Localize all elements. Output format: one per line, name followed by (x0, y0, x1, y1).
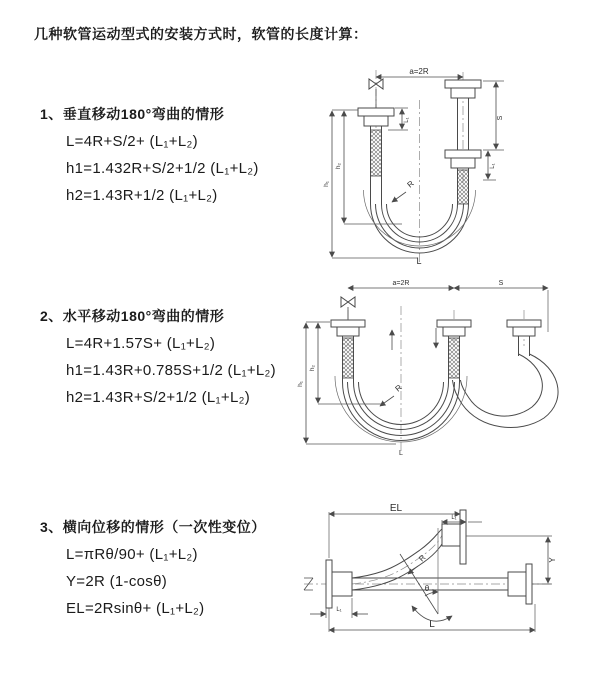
braid-section (371, 130, 382, 176)
label-s: S (497, 115, 504, 121)
page-title: 几种软管运动型式的安装方式时，软管的长度计算： (34, 26, 368, 42)
label-h1: h₁ (323, 181, 330, 187)
section-lateral-displacement (40, 517, 340, 627)
fittings (326, 510, 532, 608)
valve-icon (341, 297, 355, 320)
flange-plate (326, 560, 332, 608)
label-l1-top: L₁ (451, 515, 457, 521)
diagram-horizontal-180-bend (296, 276, 596, 458)
flange-hub (513, 327, 535, 336)
diagram-vertical-180-bend (318, 66, 596, 266)
label-radius: R (393, 382, 404, 394)
flange-plate (445, 80, 481, 88)
radius-leader (392, 192, 406, 202)
label-theta: θ (424, 584, 430, 593)
section-heading: 1、垂直移动180°弯曲的情形 (40, 106, 225, 122)
section-heading: 2、水平移动180°弯曲的情形 (40, 308, 225, 324)
radius-leader (408, 566, 418, 574)
formula-h2: h2=1.43R+1/2 (L₁+L₂) (66, 187, 218, 204)
label-length: L (429, 619, 435, 630)
label-el: EL (389, 503, 403, 514)
section-horizontal-movement (40, 306, 340, 416)
flange-plate (437, 320, 471, 327)
label-radius: R (405, 178, 416, 190)
flange-hub (443, 327, 465, 336)
centerlines (376, 70, 463, 263)
formula-length: L=4R+S/2+ (L₁+L₂) (66, 133, 198, 150)
flange-hub (451, 158, 475, 168)
label-s: S (498, 280, 504, 287)
braid-section (343, 338, 354, 378)
flange-hub (451, 88, 475, 98)
formula-length: L=4R+1.57S+ (L₁+L₂) (66, 335, 216, 352)
label-l1-left: L₁ (404, 117, 410, 123)
flange-plate (526, 564, 532, 604)
label-l1-bottom: L₁ (336, 607, 342, 613)
formula-h1: h1=1.43R+0.785S+1/2 (L₁+L₂) (66, 362, 276, 379)
section-vertical-movement (40, 104, 340, 214)
label-h2: h₂ (309, 364, 316, 372)
flange-hub (332, 572, 352, 596)
dimensions (310, 503, 557, 632)
flange-plate (331, 320, 365, 327)
flange-plate (507, 320, 541, 327)
flange-plate (445, 150, 481, 158)
formula-length: L=πRθ/90+ (L₁+L₂) (66, 546, 198, 563)
label-length: L (416, 256, 422, 266)
label-l1-right: L₁ (490, 163, 496, 169)
section-heading: 3、横向位移的情形（一次性变位） (40, 519, 266, 535)
formula-y: Y=2R (1-cosθ) (66, 573, 168, 590)
radius-leader (380, 396, 394, 406)
diagram-lateral-displacement (296, 498, 600, 653)
dimensions (297, 280, 548, 457)
label-a2r: a=2R (392, 280, 410, 287)
flange-plate (358, 108, 394, 116)
formula-el: EL=2Rsinθ+ (L₁+L₂) (66, 600, 205, 617)
flange-hub (337, 327, 359, 336)
flange-hub (442, 524, 460, 546)
label-y: Y (548, 557, 557, 563)
label-h2: h₂ (335, 162, 342, 170)
braid-section (458, 170, 469, 204)
label-a2r: a=2R (409, 67, 429, 76)
label-radius: R (417, 552, 428, 564)
flange-hub (508, 572, 526, 596)
label-length: L (399, 450, 403, 457)
flange-plate (460, 510, 466, 564)
braid-section (449, 338, 460, 378)
flange-hub (364, 116, 388, 126)
label-h1: h₁ (297, 381, 304, 387)
hose-assembly (335, 336, 558, 442)
hose-assembly (352, 529, 508, 590)
formula-h2: h2=1.43R+S/2+1/2 (L₁+L₂) (66, 389, 251, 406)
formula-h1: h1=1.432R+S/2+1/2 (L₁+L₂) (66, 160, 259, 177)
